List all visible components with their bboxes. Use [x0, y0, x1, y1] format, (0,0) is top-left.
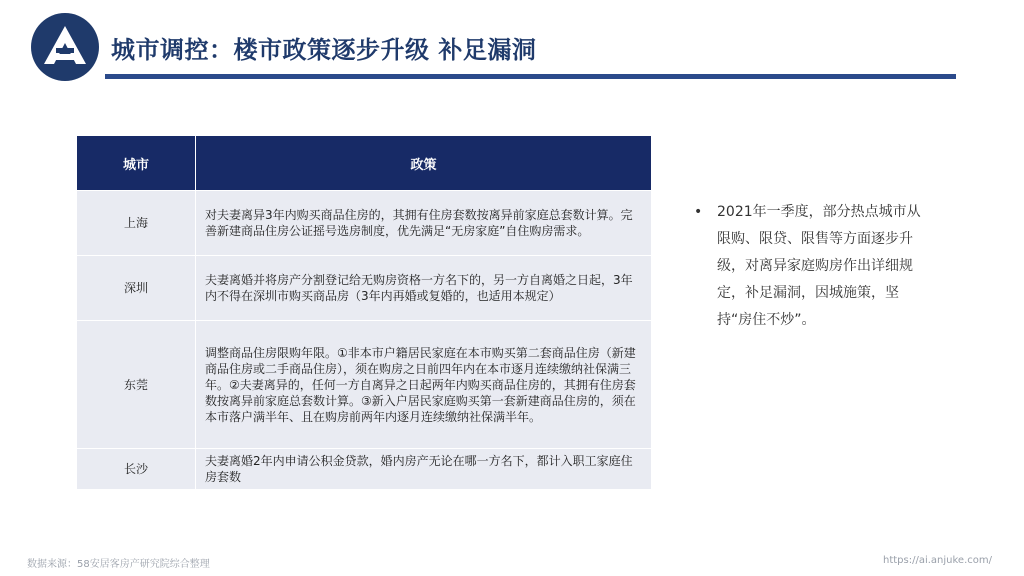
city-cell: 长沙 — [77, 449, 196, 489]
footer-url: https://ai.anjuke.com/ — [882, 555, 992, 566]
policy-cell: 夫妻离婚2年内申请公积金贷款，婚内房产无论在哪一方名下，都计入职工家庭住房套数 — [196, 449, 652, 489]
table-row — [77, 321, 651, 449]
city-cell: 深圳 — [77, 256, 196, 321]
table-row — [77, 191, 651, 256]
table-row — [77, 449, 651, 489]
title-divider — [105, 74, 956, 79]
policy-cell: 对夫妻离异3年内购买商品住房的，其拥有住房套数按离异前家庭总套数计算。完善新建商品住房公证摇号选房制度，优先满足“无房家庭”自住购房需求。 — [196, 191, 652, 256]
data-source-note: 数据来源：58安居客房产研究院综合整理 — [27, 559, 210, 570]
table-header-row — [77, 136, 651, 191]
anjuke-logo-icon — [30, 12, 100, 82]
summary-text: 2021年一季度，部分热点城市从限购、限贷、限售等方面逐步升级，对离异家庭购房作出详细规定，补足漏洞，因城施策，坚持“房住不炒”。 — [717, 204, 921, 328]
policy-cell: 夫妻离婚并将房产分割登记给无购房资格一方名下的，另一方自离婚之日起，3年内不得在深圳市购买商品房（3年内再婚或复婚的，也适用本规定） — [196, 256, 652, 321]
city-cell: 东莞 — [77, 321, 196, 449]
column-header-city: 城市 — [77, 136, 196, 191]
column-header-policy: 政策 — [196, 136, 652, 191]
policy-table — [77, 136, 651, 489]
page-title: 城市调控：楼市政策逐步升级 补足漏洞 — [111, 36, 537, 64]
table-row — [77, 256, 651, 321]
summary-bullet — [694, 199, 926, 334]
policy-cell: 调整商品住房限购年限。①非本市户籍居民家庭在本市购买第二套商品住房（新建商品住房或二手商品住房），须在购房之日前四年内在本市逐月连续缴纳社保满三年。②夫妻离异的，任何一方自离异之日起两年内购买商品住房的，其拥有住房套数按离异前家庭总套数计算。③新入户居民家庭购买第一套新建商品住房的，须在本市落户满半年、且在购房前两年内逐月连续缴纳社保满半年。 — [196, 321, 652, 449]
city-cell: 上海 — [77, 191, 196, 256]
bullet-icon: • — [694, 204, 703, 220]
